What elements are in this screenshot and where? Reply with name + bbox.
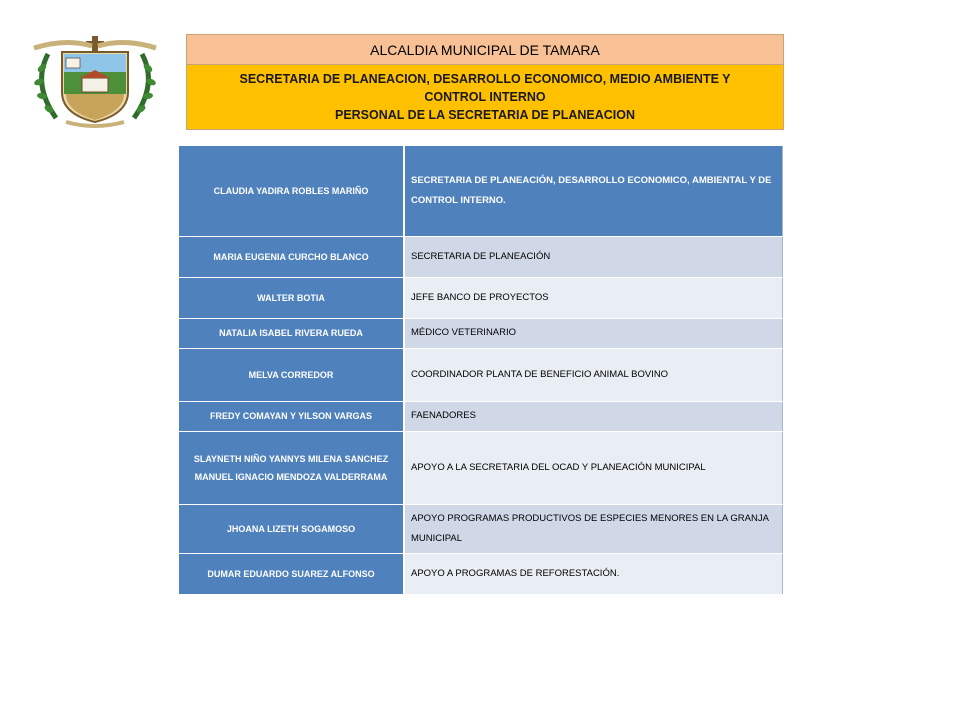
document-header — [186, 34, 784, 130]
municipality-title: ALCALDIA MUNICIPAL DE TAMARA — [187, 35, 783, 65]
staff-role: JEFE BANCO DE PROYECTOS — [404, 277, 783, 318]
table-row — [179, 348, 783, 401]
municipal-coat-of-arms-logo — [26, 34, 164, 128]
staff-name: MARIA EUGENIA CURCHO BLANCO — [179, 236, 404, 277]
staff-name: CLAUDIA YADIRA ROBLES MARIÑO — [179, 146, 404, 236]
subtitle-line-1: SECRETARIA DE PLANEACION, DESARROLLO ECONOMICO, MEDIO AMBIENTE Y — [239, 72, 731, 86]
staff-role: APOYO PROGRAMAS PRODUCTIVOS DE ESPECIES MENORES EN LA GRANJA MUNICIPAL — [404, 504, 783, 553]
staff-name-group — [179, 431, 404, 504]
table-row — [179, 318, 783, 348]
staff-role: FAENADORES — [404, 401, 783, 431]
table-row — [179, 504, 783, 553]
staff-name: DUMAR EDUARDO SUAREZ ALFONSO — [179, 553, 404, 594]
table-row — [179, 431, 783, 504]
department-subtitle — [187, 65, 783, 129]
table-row — [179, 277, 783, 318]
staff-role: APOYO A LA SECRETARIA DEL OCAD Y PLANEACIÓN MUNICIPAL — [404, 431, 783, 504]
staff-name: NATALIA ISABEL RIVERA RUEDA — [179, 318, 404, 348]
staff-name: MANUEL IGNACIO MENDOZA VALDERRAMA — [194, 471, 388, 482]
table-row — [179, 401, 783, 431]
staff-role: COORDINADOR PLANTA DE BENEFICIO ANIMAL BOVINO — [404, 348, 783, 401]
subtitle-line-2: CONTROL INTERNO — [424, 90, 546, 104]
table-row — [179, 146, 783, 236]
staff-role: MÉDICO VETERINARIO — [404, 318, 783, 348]
staff-name: JHOANA LIZETH SOGAMOSO — [179, 504, 404, 553]
table-row — [179, 236, 783, 277]
staff-name: FREDY COMAYAN Y YILSON VARGAS — [179, 401, 404, 431]
table-row — [179, 553, 783, 594]
staff-role: SECRETARIA DE PLANEACIÓN, DESARROLLO ECONOMICO, AMBIENTAL Y DE CONTROL INTERNO. — [404, 146, 783, 236]
staff-table — [179, 146, 783, 595]
staff-name: SLAYNETH NIÑO YANNYS MILENA SANCHEZ — [193, 453, 389, 464]
subtitle-line-3: PERSONAL DE LA SECRETARIA DE PLANEACION — [334, 108, 636, 122]
staff-name: MELVA CORREDOR — [179, 348, 404, 401]
staff-name: WALTER BOTIA — [179, 277, 404, 318]
staff-role: SECRETARIA DE PLANEACIÓN — [404, 236, 783, 277]
staff-role: APOYO A PROGRAMAS DE REFORESTACIÓN. — [404, 553, 783, 594]
